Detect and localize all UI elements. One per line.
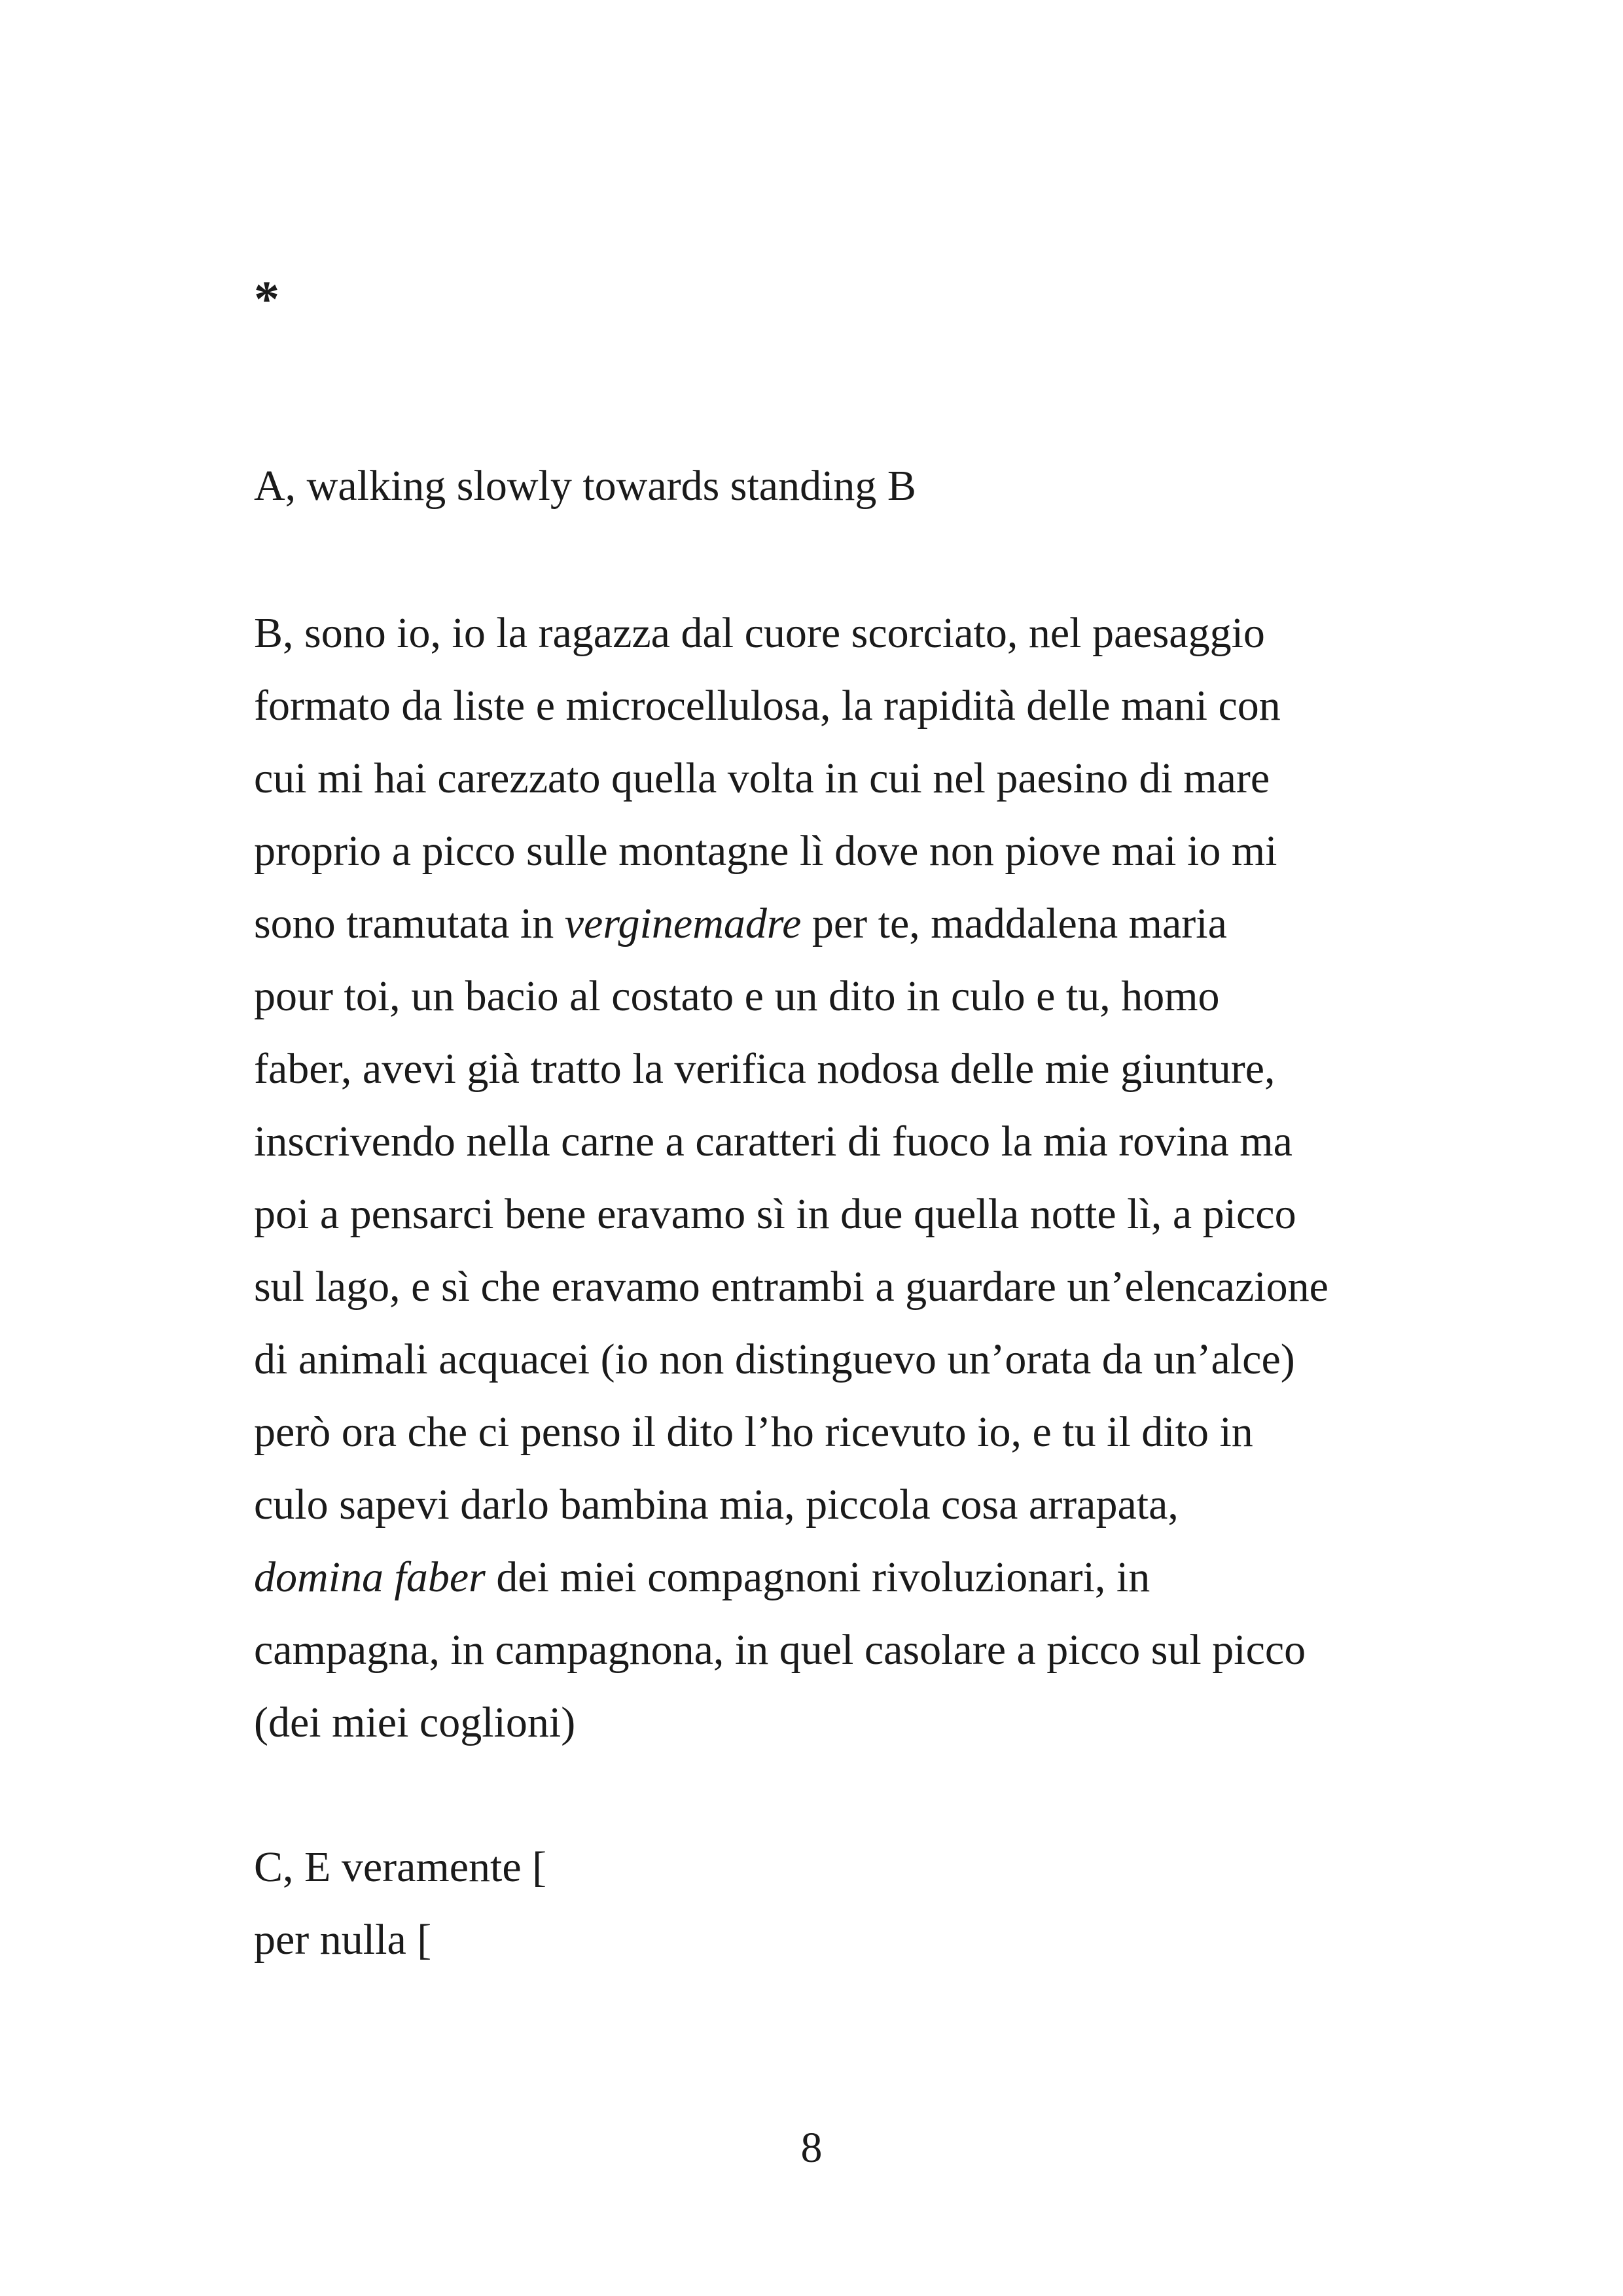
closing-line: per nulla [ bbox=[254, 1916, 432, 1964]
paragraph-line bbox=[254, 1250, 1329, 1323]
paragraph-text: poi a pensarci bene eravamo sì in due quella notte lì, a picco bbox=[254, 1190, 1296, 1238]
paragraph-text: culo sapevi darlo bambina mia, piccola cosa arrapata, bbox=[254, 1481, 1179, 1528]
italic-text: verginemadre bbox=[564, 900, 802, 947]
paragraph-line bbox=[254, 1686, 1329, 1759]
paragraph-line bbox=[254, 1541, 1329, 1614]
page-number: 8 bbox=[800, 2124, 823, 2172]
paragraph-line bbox=[254, 1323, 1329, 1396]
paragraph-text: inscrivendo nella carne a caratteri di fuoco la mia rovina ma bbox=[254, 1118, 1293, 1165]
italic-text: domina faber bbox=[254, 1553, 486, 1601]
paragraph-line bbox=[254, 742, 1329, 815]
paragraph-text: proprio a picco sulle montagne lì dove non piove mai io mi bbox=[254, 827, 1277, 875]
closing-line: C, E veramente [ bbox=[254, 1843, 547, 1891]
paragraph-line bbox=[254, 1468, 1329, 1541]
paragraph-text: per te, maddalena maria bbox=[801, 900, 1227, 947]
paragraph-text: dei miei compagnoni rivoluzionari, in bbox=[485, 1553, 1150, 1601]
main-paragraph bbox=[254, 597, 1329, 1759]
paragraph-text: cui mi hai carezzato quella volta in cui nel paesino di mare bbox=[254, 754, 1270, 802]
paragraph-line bbox=[254, 597, 1329, 669]
paragraph-text: (dei miei coglioni) bbox=[254, 1699, 576, 1746]
paragraph-line bbox=[254, 1396, 1329, 1468]
paragraph-text: sono tramutata in bbox=[254, 900, 565, 947]
paragraph-text: B, sono io, io la ragazza dal cuore scorciato, nel paesaggio bbox=[254, 609, 1265, 657]
paragraph-line bbox=[254, 960, 1329, 1033]
paragraph-text: faber, avevi già tratto la verifica nodosa delle mie giunture, bbox=[254, 1045, 1275, 1093]
paragraph-line bbox=[254, 1105, 1329, 1178]
paragraph-text: campagna, in campagnona, in quel casolare a picco sul picco bbox=[254, 1626, 1306, 1674]
paragraph-line bbox=[254, 1614, 1329, 1686]
paragraph-text: pour toi, un bacio al costato e un dito in culo e tu, homo bbox=[254, 972, 1220, 1020]
paragraph-line bbox=[254, 1178, 1329, 1250]
paragraph-line bbox=[254, 887, 1329, 960]
section-separator: * bbox=[254, 270, 279, 327]
paragraph-line bbox=[254, 669, 1329, 742]
stage-direction: A, walking slowly towards standing B bbox=[254, 462, 916, 510]
paragraph-text: sul lago, e sì che eravamo entrambi a guardare un’elencazione bbox=[254, 1263, 1329, 1311]
paragraph-line bbox=[254, 815, 1329, 887]
paragraph-text: formato da liste e microcellulosa, la rapidità delle mani con bbox=[254, 682, 1281, 730]
paragraph-text: di animali acquacei (io non distinguevo un’orata da un’alce) bbox=[254, 1335, 1295, 1383]
closing-lines bbox=[254, 1831, 546, 1976]
paragraph-text: però ora che ci penso il dito l’ho ricevuto io, e tu il dito in bbox=[254, 1408, 1253, 1456]
paragraph-line bbox=[254, 1033, 1329, 1105]
